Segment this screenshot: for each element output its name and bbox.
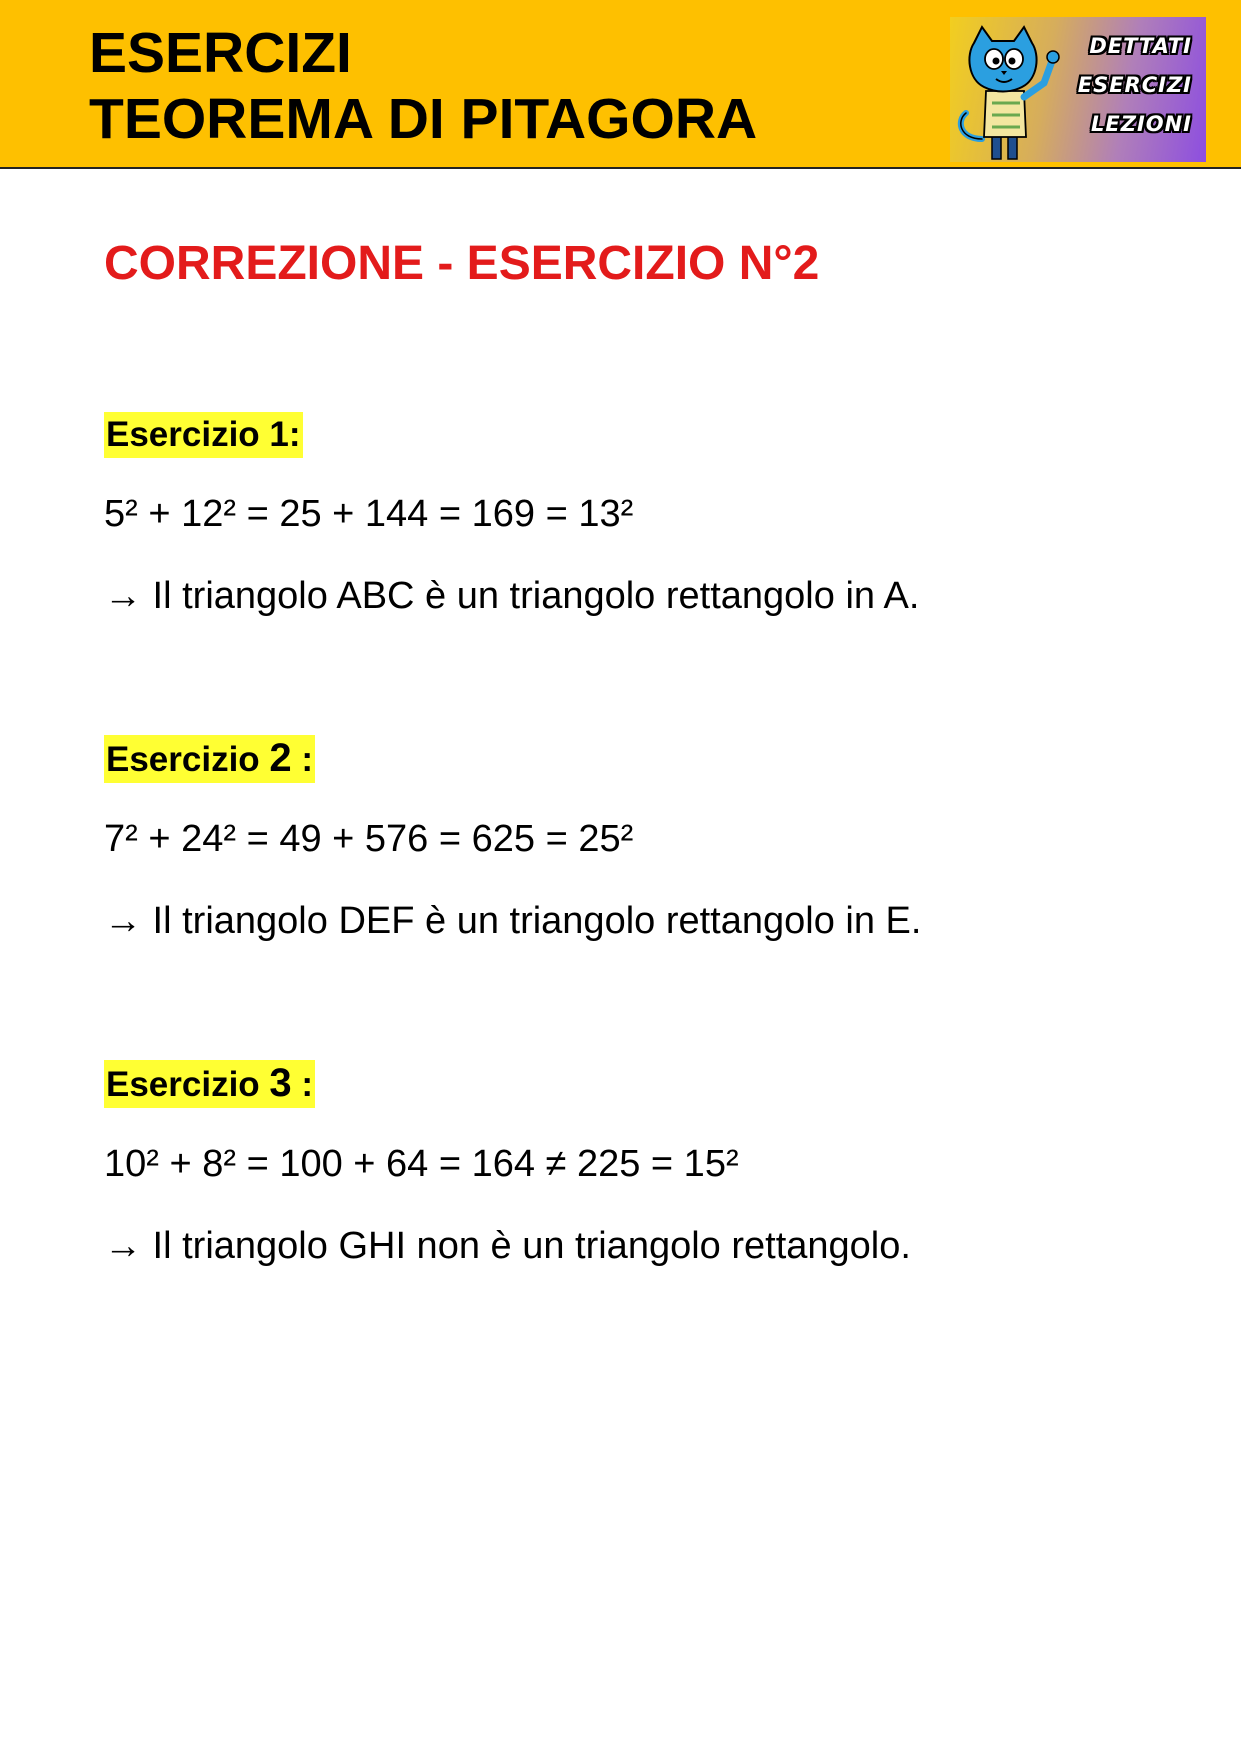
logo-word-dettati: DETTATI [1089,34,1192,58]
exercise-1-formula: 5² + 12² = 25 + 144 = 169 = 13² [104,493,634,535]
exercise-3-label-number: 3 [269,1061,292,1105]
exercise-2-label-number: 2 [269,736,292,780]
exercise-2-label-text: Esercizio [106,740,270,779]
page-title-line-1: ESERCIZI [89,21,352,85]
exercise-2-conclusion: → Il triangolo DEF è un triangolo rettangolo in E. [104,900,922,942]
cat-mascot-icon [952,21,1062,161]
logo-word-esercizi: ESERCIZI [1077,73,1192,97]
section-title: CORREZIONE - ESERCIZIO N°2 [104,237,820,290]
exercise-2-label [104,735,315,783]
logo-word-lezioni: LEZIONI [1090,112,1192,136]
exercise-1-label: Esercizio 1: [104,412,303,458]
exercise-2 [104,735,1184,944]
exercise-1-conclusion: → Il triangolo ABC è un triangolo rettangolo in A. [104,575,920,617]
exercise-2-formula: 7² + 24² = 49 + 576 = 625 = 25² [104,818,634,860]
exercise-3 [104,1060,1184,1269]
exercise-3-label-text: Esercizio [106,1065,270,1104]
exercise-3-conclusion: → Il triangolo GHI non è un triangolo rettangolo. [104,1225,911,1267]
exercise-3-formula: 10² + 8² = 100 + 64 = 164 ≠ 225 = 15² [104,1143,739,1185]
exercise-3-label [104,1060,315,1108]
exercise-3-label-suffix: : [291,1065,314,1104]
exercise-1 [104,412,1184,619]
logo-words [1052,27,1192,144]
site-logo [950,17,1206,162]
page-title-line-2: TEOREMA DI PITAGORA [89,87,758,151]
page-title [89,20,757,152]
exercise-2-label-suffix: : [291,740,314,779]
page-header [0,0,1241,169]
